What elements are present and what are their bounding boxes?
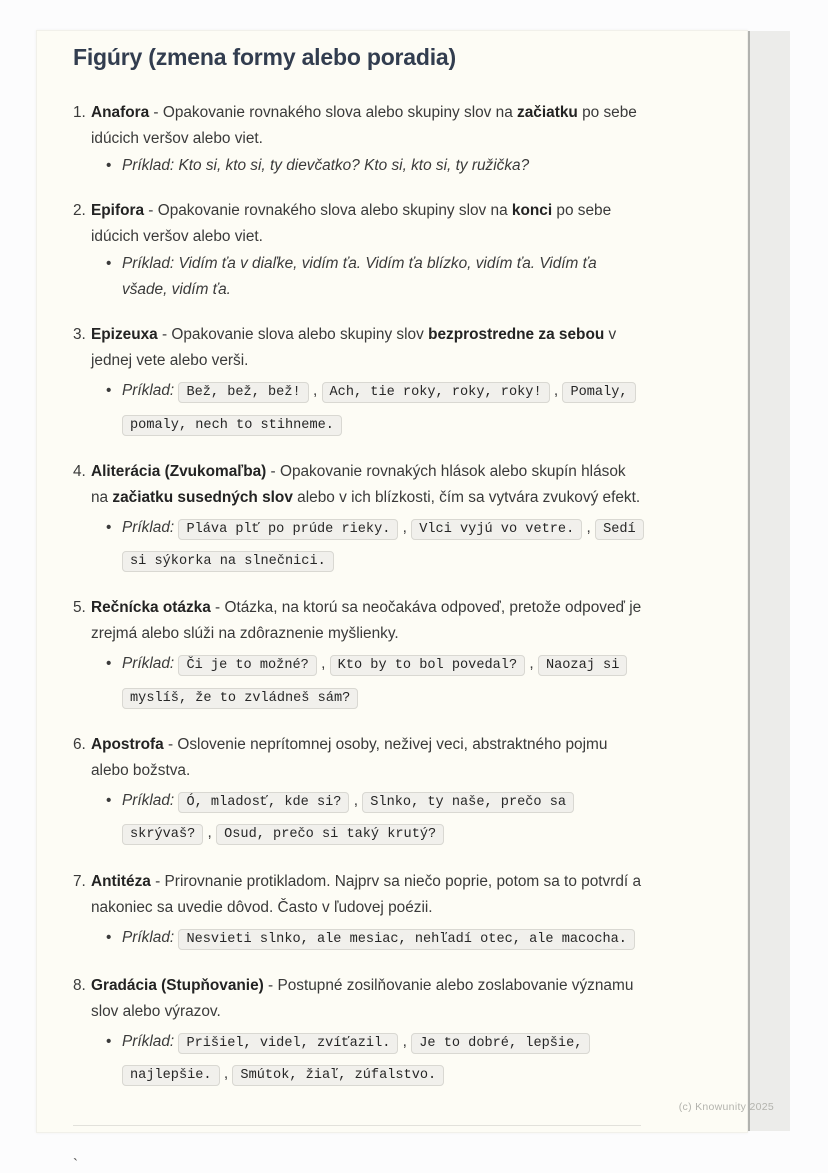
example-text: Vidím ťa v diaľke, vidím ťa. Vidím ťa blízko, vidím ťa. Vidím ťa všade, vidím ťa. [122,255,597,299]
figure-term: Antitéza [91,872,151,890]
example-label: Príklad: [122,255,179,273]
document-page [36,30,748,1173]
example-code-chip: Naozaj si myslíš, že to zvládneš sám? [122,655,627,708]
example-list [91,512,643,577]
figure-term: Epifora [91,202,145,220]
example-code-chip: Smútok, žiaľ, zúfalstvo. [232,1065,444,1086]
example-label: Príklad: [122,1032,179,1050]
figure-item: 8. Gradácia (Stupňovanie) - Postupné zosilňovanie alebo zoslabovanie významu slov alebo výrazov. • Príklad: Prišiel, videl, zvíťazil. , Je to dobré, lepšie, najlepšie. , Smútok, žiaľ, zúfalstvo. [73,973,643,1091]
example-label: Príklad: [122,928,179,946]
example-item: • Príklad: Ó, mladosť, kde si? , Slnko, ty naše, prečo sa skrývaš? , Osud, prečo si taký krutý? [106,785,643,850]
example-code-chip: Slnko, ty naše, prečo sa skrývaš? [122,792,574,845]
example-list [91,251,643,303]
example-list [91,1026,643,1091]
figure-item: 7. Antitéza - Prirovnanie protikladom. Najprv sa niečo poprie, potom sa to potvrdí a nakoniec sa uvedie dôvod. Často v ľudovej poézii. • Príklad: Nesvieti slnko, ale mesiac, nehľadí otec, ale macocha. [73,869,643,954]
example-label: Príklad: [122,792,179,810]
figure-item: 4. Aliterácia (Zvukomaľba) - Opakovanie rovnakých hlások alebo skupín hlások na začiatku susedných slov alebo v ich blízkosti, čím sa vytvára zvukový efekt. • Príklad: Pláva plť po prúde rieky. , Vlci vyjú vo vetre. , Sedí si sýkorka na slnečnici. [73,459,643,577]
example-code-chip: Osud, prečo si taký krutý? [216,824,444,845]
figure-term: Gradácia (Stupňovanie) [91,976,264,994]
figure-term: Rečnícka otázka [91,599,211,617]
example-item [106,251,643,303]
example-code-chip: Pomaly, pomaly, nech to stihneme. [122,382,636,435]
example-item: • Príklad: Pláva plť po prúde rieky. , Vlci vyjú vo vetre. , Sedí si sýkorka na slnečnici. [106,512,643,577]
example-code-chip: Ó, mladosť, kde si? [178,792,349,813]
desc-bold-segment: bezprostredne za sebou [428,326,605,344]
example-code-chip: Bež, bež, bež! [178,382,308,403]
figures-list [73,100,643,1091]
example-list [91,922,643,954]
figure-term: Epizeuxa [91,326,158,344]
example-list [91,375,643,440]
example-label: Príklad: [122,655,179,673]
example-code-chip: Pláva plť po prúde rieky. [178,519,398,540]
example-code-chip: Sedí si sýkorka na slnečnici. [122,519,644,572]
figure-item: 1. Anafora - Opakovanie rovnakého slova alebo skupiny slov na začiatku po sebe idúcich veršov alebo viet. • Príklad: Kto si, kto si, ty dievčatko? Kto si, kto si, ty ružička? [73,100,643,179]
example-item: • Príklad: Či je to možné? , Kto by to bol povedal? , Naozaj si myslíš, že to zvládneš sám? [106,648,643,713]
example-code-chip: Nesvieti slnko, ale mesiac, nehľadí otec, ale macocha. [178,929,635,950]
example-list [91,648,643,713]
desc-bold-segment: začiatku susedných slov [112,488,293,506]
example-code-chip: Ach, tie roky, roky, roky! [322,382,550,403]
example-code-chip: Prišiel, videl, zvíťazil. [178,1033,398,1054]
document-content [37,31,641,1173]
figure-term: Anafora [91,104,150,121]
example-item: • Príklad: Bež, bež, bež! , Ach, tie roky, roky, roky! , Pomaly, pomaly, nech to stihneme. [106,375,643,440]
example-text: Kto si, kto si, ty dievčatko? Kto si, kto si, ty ružička? [178,157,530,175]
example-list [91,785,643,850]
example-item [106,153,643,179]
example-list [91,153,643,179]
desc-bold-segment: konci [511,202,553,220]
stray-backtick: ` [73,1155,78,1173]
figure-item: 6. Apostrofa - Oslovenie neprítomnej osoby, neživej veci, abstraktného pojmu alebo božstva. • Príklad: Ó, mladosť, kde si? , Slnko, ty naše, prečo sa skrývaš? , Osud, prečo si taký krutý? [73,732,643,850]
copyright-watermark: (c) Knowunity 2025 [678,1101,774,1113]
example-code-chip: Je to dobré, lepšie, najlepšie. [122,1033,590,1086]
figure-item: 5. Rečnícka otázka - Otázka, na ktorú sa neočakáva odpoveď, pretože odpoveď je zrejmá alebo slúži na zdôraznenie myšlienky. • Príklad: Či je to možné? , Kto by to bol povedal? , Naozaj si myslíš, že to zvládneš sám? [73,595,643,713]
example-item [106,922,643,954]
example-label: Príklad: [122,382,179,400]
figure-item: 2. Epifora - Opakovanie rovnakého slova alebo skupiny slov na konci po sebe idúcich veršov alebo viet. • Príklad: Vidím ťa v diaľke, vidím ťa. Vidím ťa blízko, vidím ťa. Vidím ťa všade, vidím ťa. [73,198,643,303]
desc-bold-segment: začiatku [517,104,578,121]
example-code-chip: Kto by to bol povedal? [330,655,525,676]
example-code-chip: Či je to možné? [178,655,316,676]
example-code-chip: Vlci vyjú vo vetre. [411,519,582,540]
scrollbar-track[interactable] [748,31,790,1131]
divider [73,1125,641,1126]
example-label: Príklad: [122,157,179,175]
page-title: Figúry (zmena formy alebo poradia) [73,44,456,70]
figure-term: Apostrofa [91,736,164,753]
figure-item: 3. Epizeuxa - Opakovanie slova alebo skupiny slov bezprostredne za sebou v jednej vete alebo verši. • Príklad: Bež, bež, bež! , Ach, tie roky, roky, roky! , Pomaly, pomaly, nech to stihneme. [73,322,643,440]
example-label: Príklad: [122,518,179,536]
figure-term: Aliterácia (Zvukomaľba) [91,462,267,480]
example-item: • Príklad: Prišiel, videl, zvíťazil. , Je to dobré, lepšie, najlepšie. , Smútok, žiaľ, zúfalstvo. [106,1026,643,1091]
